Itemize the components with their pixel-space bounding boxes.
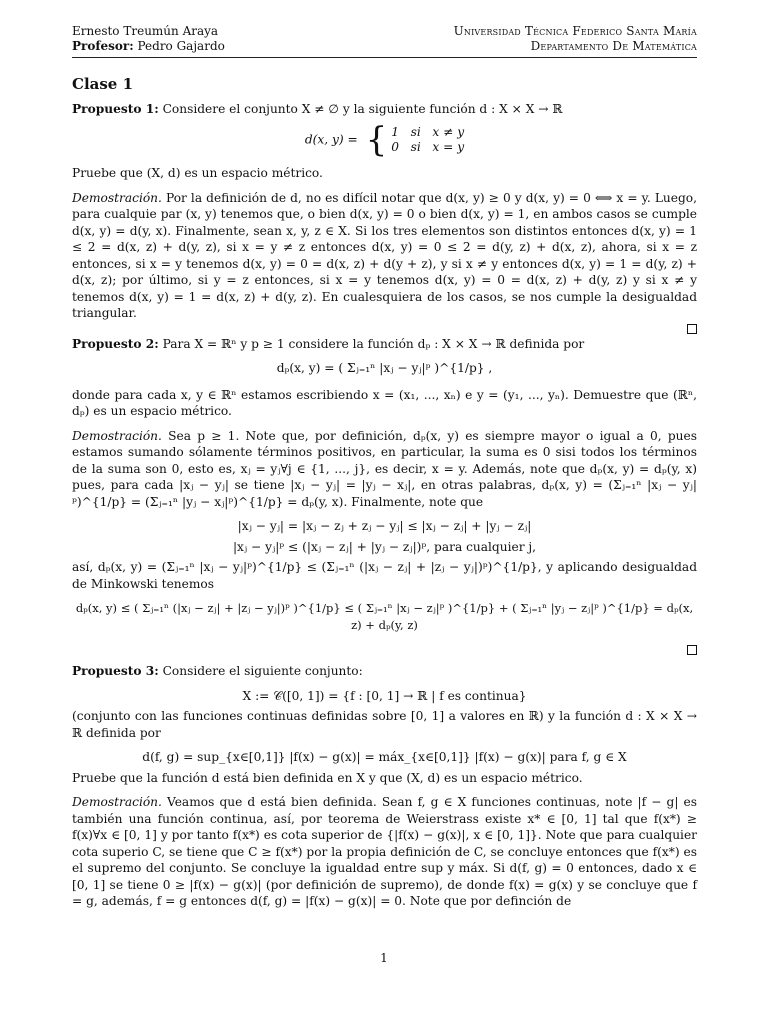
problem-3-statement	[72, 663, 697, 680]
problem-3-equation-2: d(f, g) = sup_{x∈[0,1]} |f(x) − g(x)| = máx_{x∈[0,1]} |f(x) − g(x)| para f, g ∈ X	[142, 750, 627, 764]
qed-box-icon	[687, 645, 697, 655]
left-brace-icon: {	[365, 120, 388, 160]
p1-case-list	[391, 125, 464, 155]
qed-1-row	[72, 322, 697, 336]
p1-case-2: 0 si x = y	[391, 140, 465, 154]
problem-2-equation-4: dₚ(x, y) ≤ ( Σⱼ₌₁ⁿ (|xⱼ − zⱼ| + |zⱼ − yⱼ|)ᵖ )^{1/p} ≤ ( Σⱼ₌₁ⁿ |xⱼ − zⱼ|ᵖ )^{1/p} + ( Σⱼ₌₁ⁿ |yⱼ − zⱼ|ᵖ )^{1/p} = dₚ(x, z) + dₚ(y, z)	[75, 601, 694, 632]
p1-eq-lhs: d(x, y) =	[304, 132, 358, 147]
problem-3-equation-1: X := 𝒞([0, 1]) = {f : [0, 1] → ℝ | f es continua}	[242, 688, 527, 703]
proof-2-text-1: Sea p ≥ 1. Note que, por definición, dₚ(x, y) es siempre mayor o igual a 0, pues estamos sumando sólamente términos positivos, en particular, la suma es 0 sisi todos los términos de la suma son 0, esto es, xⱼ = yⱼ∀j ∈ {1, ..., j}, es decir, x = y. Además, note que dₚ(x, y) = dₚ(y, x) pues, para cada |xⱼ − yⱼ| se tiene |xⱼ − yⱼ| = |yⱼ − xⱼ|, en otras palabras, dₚ(x, y) = (Σⱼ₌₁ⁿ |xⱼ − yⱼ|ᵖ)^{1/p} = (Σⱼ₌₁ⁿ |yⱼ − xⱼ|ᵖ)^{1/p} = dₚ(y, x). Finalmente, note que	[72, 428, 697, 509]
problem-1-text: Considere el conjunto X ≠ ∅ y la siguiente función d : X × X → ℝ	[162, 101, 563, 116]
problem-3-text: Considere el siguiente conjunto:	[162, 664, 363, 678]
problem-3-after-eq: (conjunto con las funciones continuas definidas sobre [0, 1] a valores en ℝ) y la función d : X × X → ℝ definida por	[72, 709, 697, 740]
problem-1-proof	[72, 190, 697, 322]
problem-2-equation-2: |xⱼ − yⱼ| = |xⱼ − zⱼ + zⱼ − yⱼ| ≤ |xⱼ − zⱼ| + |yⱼ − zⱼ|	[237, 519, 532, 533]
professor-line	[72, 39, 225, 54]
professor-name: Pedro Gajardo	[137, 39, 225, 53]
problem-2-proof-1	[72, 428, 697, 511]
problem-2-label: Propuesto 2:	[72, 336, 159, 351]
university-name: Universidad Técnica Federico Santa María	[453, 24, 697, 38]
proof-1-text: Por la definición de d, no es difícil notar que d(x, y) ≥ 0 y d(x, y) = 0 ⟺ x = y. Luego, para cualquie par (x, y) tenemos que, o bien d(x, y) = 0 o bien d(x, y) = 1, en ambos casos se cumple d(x, y) = d(y, x). Finalmente, sean x, y, z ∈ X. Si los tres elementos son distintos entonces d(x, y) = 1 ≤ 2 = d(x, z) + d(y, z), si x = y ≠ z entonces d(x, y) = 0 ≤ 2 = d(y, z) + d(x, z), ahora, si x = z entonces, si x = y tenemos d(x, y) = 0 = d(x, z) + d(y + z), y si x ≠ y entonces d(x, y) = 1 = d(y, z) + d(x, z); por último, si y = z entonces, si x = y tenemos d(x, y) = 0 = d(x, z) + d(y, z) y si x ≠ y tenemos d(x, y) = 1 = d(x, z) + d(y, z). En cualesquiera de los casos, se nos cumple la desigualdad triangular.	[72, 190, 698, 320]
page-header	[72, 24, 697, 54]
header-rule	[72, 57, 697, 58]
paper-page	[72, 24, 697, 918]
p1-case-1: 1 si x ≠ y	[391, 125, 465, 139]
professor-label: Profesor:	[72, 39, 134, 53]
proof-1-label: Demostración.	[72, 190, 162, 205]
section-title: Clase 1	[72, 75, 134, 93]
proof-3-text: Veamos que d está bien definida. Sean f, g ∈ X funciones continuas, note |f − g| es también una función continua, así, por teorema de Weierstrass existe x* ∈ [0, 1] tal que f(x*) ≥ f(x)∀x ∈ [0, 1] y por tanto f(x*) es cota superior de {|f(x) − g(x)|, x ∈ [0, 1]}. Note que para cualquier cota superio C, se tiene que C ≥ f(x*) por la propia definición de C, se concluye entonces que f(x*) es el supremo del conjunto. Se concluye la igualdad entre sup y máx. Si d(f, g) = 0 entonces, dado x ∈ [0, 1] se tiene 0 ≥ |f(x) − g(x)| (por definición de supremo), de donde f(x) = g(x) y se concluye que f = g, además, f = g entonces d(f, g) = |f(x) − g(x)| = 0. Note que por definción de	[72, 795, 698, 908]
author-name: Ernesto Treumún Araya	[72, 24, 219, 38]
problem-3-label: Propuesto 3:	[72, 664, 159, 678]
header-left	[72, 24, 225, 54]
problem-1-statement	[72, 101, 697, 118]
proof-3-label: Demostración.	[72, 795, 162, 809]
qed-2-row	[72, 643, 697, 657]
problem-2-text: Para X = ℝⁿ y p ≥ 1 considere la función dₚ : X × X → ℝ definida por	[162, 336, 585, 351]
department-name: Departamento De Matemática	[530, 39, 697, 53]
problem-3-prove: Pruebe que la función d está bien definida en X y que (X, d) es un espacio métrico.	[72, 770, 583, 785]
problem-3-proof	[72, 794, 697, 910]
page-number: 1	[380, 951, 388, 965]
p1-cases	[362, 120, 465, 160]
problem-2-equation-1: dₚ(x, y) = ( Σⱼ₌₁ⁿ |xⱼ − yⱼ|ᵖ )^{1/p} ,	[276, 361, 493, 375]
problem-1-equation	[72, 120, 697, 160]
problem-2-equation-3: |xⱼ − yⱼ|ᵖ ≤ (|xⱼ − zⱼ| + |yⱼ − zⱼ|)ᵖ, para cualquier j,	[232, 539, 537, 554]
qed-box-icon	[687, 324, 697, 334]
header-right	[454, 24, 697, 54]
problem-2-proof-2: así, dₚ(x, y) = (Σⱼ₌₁ⁿ |xⱼ − yⱼ|ᵖ)^{1/p} ≤ (Σⱼ₌₁ⁿ (|xⱼ − zⱼ| + |zⱼ − yⱼ|)ᵖ)^{1/p}, y aplicando desigualdad de Minkowski tenemos	[72, 560, 697, 591]
proof-2-label: Demostración.	[72, 428, 162, 443]
problem-2-after-eq: donde para cada x, y ∈ ℝⁿ estamos escribiendo x = (x₁, ..., xₙ) e y = (y₁, ..., yₙ). Demuestre que (ℝⁿ, dₚ) es un espacio métrico.	[72, 387, 697, 418]
problem-1-label: Propuesto 1:	[72, 101, 159, 116]
problem-2-statement	[72, 336, 697, 353]
problem-1-prove: Pruebe que (X, d) es un espacio métrico.	[72, 166, 323, 180]
